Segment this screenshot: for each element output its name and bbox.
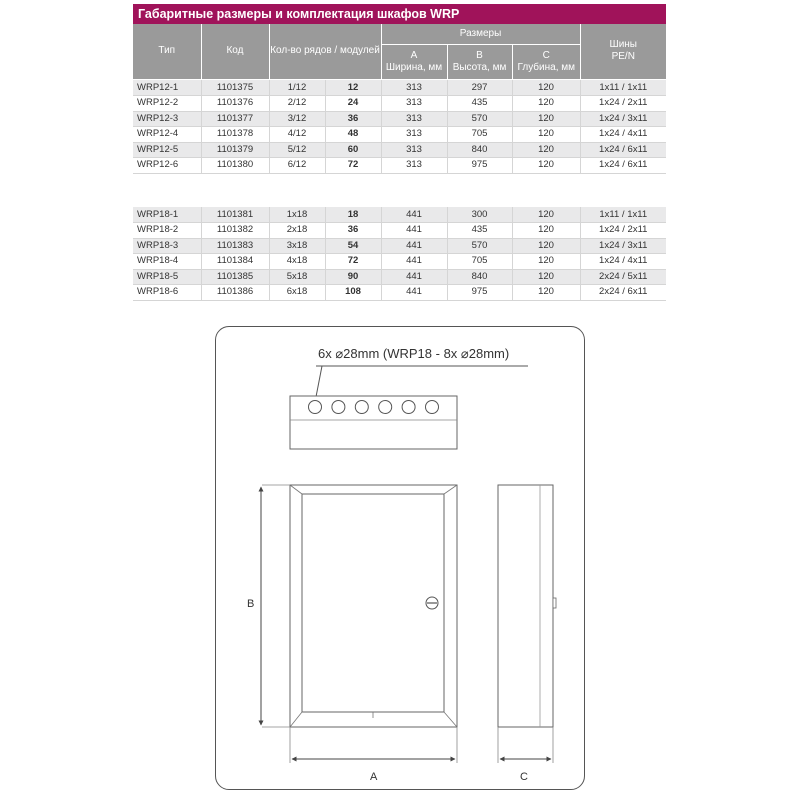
- cell-bus: 1x24 / 2x11: [580, 96, 666, 112]
- cell-code: 1101385: [201, 269, 269, 285]
- cell-modules: 24: [325, 96, 381, 112]
- cell-bus: 1x11 / 1x11: [580, 207, 666, 223]
- cell-depth: 120: [512, 158, 580, 174]
- cell-modules: 72: [325, 254, 381, 270]
- cell-type: WRP18-6: [133, 285, 201, 301]
- cell-rows: 2/12: [269, 96, 325, 112]
- cell-height: 975: [447, 158, 512, 174]
- knockout-hole: [355, 401, 368, 414]
- cell-type: WRP12-6: [133, 158, 201, 174]
- cell-rows: 4x18: [269, 254, 325, 270]
- header-dimensions: Размеры: [381, 24, 580, 44]
- knockout-hole: [402, 401, 415, 414]
- cell-modules: 48: [325, 127, 381, 143]
- cell-width: 441: [381, 223, 447, 239]
- cell-bus: 1x11 / 1x11: [580, 80, 666, 96]
- holes-note: 6x ⌀28mm (WRP18 - 8x ⌀28mm): [318, 346, 510, 361]
- cell-code: 1101381: [201, 207, 269, 223]
- cell-height: 300: [447, 207, 512, 223]
- cell-bus: 1x24 / 4x11: [580, 127, 666, 143]
- cell-type: WRP18-5: [133, 269, 201, 285]
- cell-width: 313: [381, 111, 447, 127]
- cell-code: 1101386: [201, 285, 269, 301]
- cell-depth: 120: [512, 238, 580, 254]
- cell-code: 1101382: [201, 223, 269, 239]
- cell-bus: 1x24 / 6x11: [580, 158, 666, 174]
- header-b-label: Высота, мм: [452, 61, 507, 73]
- cell-depth: 120: [512, 142, 580, 158]
- cell-type: WRP12-4: [133, 127, 201, 143]
- cell-bus: 1x24 / 6x11: [580, 142, 666, 158]
- cell-width: 441: [381, 207, 447, 223]
- knockout-hole: [309, 401, 322, 414]
- cell-depth: 120: [512, 127, 580, 143]
- cell-code: 1101378: [201, 127, 269, 143]
- cell-width: 313: [381, 127, 447, 143]
- cell-type: WRP12-3: [133, 111, 201, 127]
- cell-code: 1101379: [201, 142, 269, 158]
- cell-rows: 1x18: [269, 207, 325, 223]
- cell-modules: 36: [325, 223, 381, 239]
- cell-code: 1101380: [201, 158, 269, 174]
- cell-height: 570: [447, 111, 512, 127]
- front-view-door: [302, 494, 444, 712]
- cell-code: 1101384: [201, 254, 269, 270]
- cell-width: 313: [381, 80, 447, 96]
- header-c-letter: C: [542, 49, 550, 61]
- cell-depth: 120: [512, 96, 580, 112]
- cell-modules: 90: [325, 269, 381, 285]
- cell-bus: 1x24 / 3x11: [580, 238, 666, 254]
- cell-depth: 120: [512, 80, 580, 96]
- cell-bus: 1x24 / 2x11: [580, 223, 666, 239]
- cell-depth: 120: [512, 223, 580, 239]
- cell-bus: 1x24 / 3x11: [580, 111, 666, 127]
- cell-rows: 6/12: [269, 158, 325, 174]
- cell-rows: 1/12: [269, 80, 325, 96]
- cell-modules: 36: [325, 111, 381, 127]
- cell-modules: 18: [325, 207, 381, 223]
- header-a-label: Ширина, мм: [385, 61, 443, 73]
- header-a-letter: A: [410, 49, 418, 61]
- page-title: Габаритные размеры и комплектация шкафов WRP: [133, 4, 666, 24]
- cell-rows: 5x18: [269, 269, 325, 285]
- dim-c-label: C: [520, 771, 528, 783]
- cell-height: 297: [447, 80, 512, 96]
- cell-modules: 12: [325, 80, 381, 96]
- header-bus-line2: PE/N: [611, 51, 635, 63]
- cell-height: 570: [447, 238, 512, 254]
- cell-height: 705: [447, 254, 512, 270]
- cell-rows: 3x18: [269, 238, 325, 254]
- cell-width: 313: [381, 96, 447, 112]
- cell-depth: 120: [512, 207, 580, 223]
- cell-code: 1101377: [201, 111, 269, 127]
- cell-bus: 2x24 / 5x11: [580, 269, 666, 285]
- cell-type: WRP12-2: [133, 96, 201, 112]
- cell-type: WRP18-2: [133, 223, 201, 239]
- dim-a-label: A: [370, 771, 378, 783]
- header-type: Тип: [133, 24, 201, 79]
- cell-depth: 120: [512, 254, 580, 270]
- cell-depth: 120: [512, 111, 580, 127]
- cell-type: WRP18-1: [133, 207, 201, 223]
- header-code: Код: [201, 24, 269, 79]
- cell-code: 1101375: [201, 80, 269, 96]
- cell-rows: 2x18: [269, 223, 325, 239]
- cell-modules: 54: [325, 238, 381, 254]
- cell-code: 1101376: [201, 96, 269, 112]
- cell-type: WRP18-4: [133, 254, 201, 270]
- cell-depth: 120: [512, 285, 580, 301]
- cell-width: 441: [381, 254, 447, 270]
- cell-rows: 5/12: [269, 142, 325, 158]
- cell-depth: 120: [512, 269, 580, 285]
- cell-type: WRP12-5: [133, 142, 201, 158]
- header-b-letter: B: [476, 49, 483, 61]
- knockout-hole: [332, 401, 345, 414]
- cell-rows: 6x18: [269, 285, 325, 301]
- cell-width: 441: [381, 285, 447, 301]
- cell-height: 840: [447, 142, 512, 158]
- cell-height: 435: [447, 223, 512, 239]
- header-bus-line1: Шины: [609, 39, 637, 51]
- cell-height: 705: [447, 127, 512, 143]
- cell-modules: 72: [325, 158, 381, 174]
- cell-bus: 2x24 / 6x11: [580, 285, 666, 301]
- knockout-hole: [426, 401, 439, 414]
- cell-rows: 3/12: [269, 111, 325, 127]
- cell-modules: 60: [325, 142, 381, 158]
- cell-width: 441: [381, 238, 447, 254]
- cell-code: 1101383: [201, 238, 269, 254]
- side-view-body: [498, 485, 553, 727]
- side-view-lock: [553, 598, 556, 608]
- cell-height: 975: [447, 285, 512, 301]
- header-c-label: Глубина, мм: [517, 61, 576, 73]
- cell-height: 840: [447, 269, 512, 285]
- cell-type: WRP12-1: [133, 80, 201, 96]
- cell-width: 313: [381, 142, 447, 158]
- cell-type: WRP18-3: [133, 238, 201, 254]
- knockout-hole: [379, 401, 392, 414]
- cell-height: 435: [447, 96, 512, 112]
- dim-b-label: B: [247, 598, 255, 610]
- cell-bus: 1x24 / 4x11: [580, 254, 666, 270]
- header-rows-modules: Кол-во рядов / модулей: [269, 24, 381, 79]
- cell-width: 441: [381, 269, 447, 285]
- cell-modules: 108: [325, 285, 381, 301]
- cell-rows: 4/12: [269, 127, 325, 143]
- cell-width: 313: [381, 158, 447, 174]
